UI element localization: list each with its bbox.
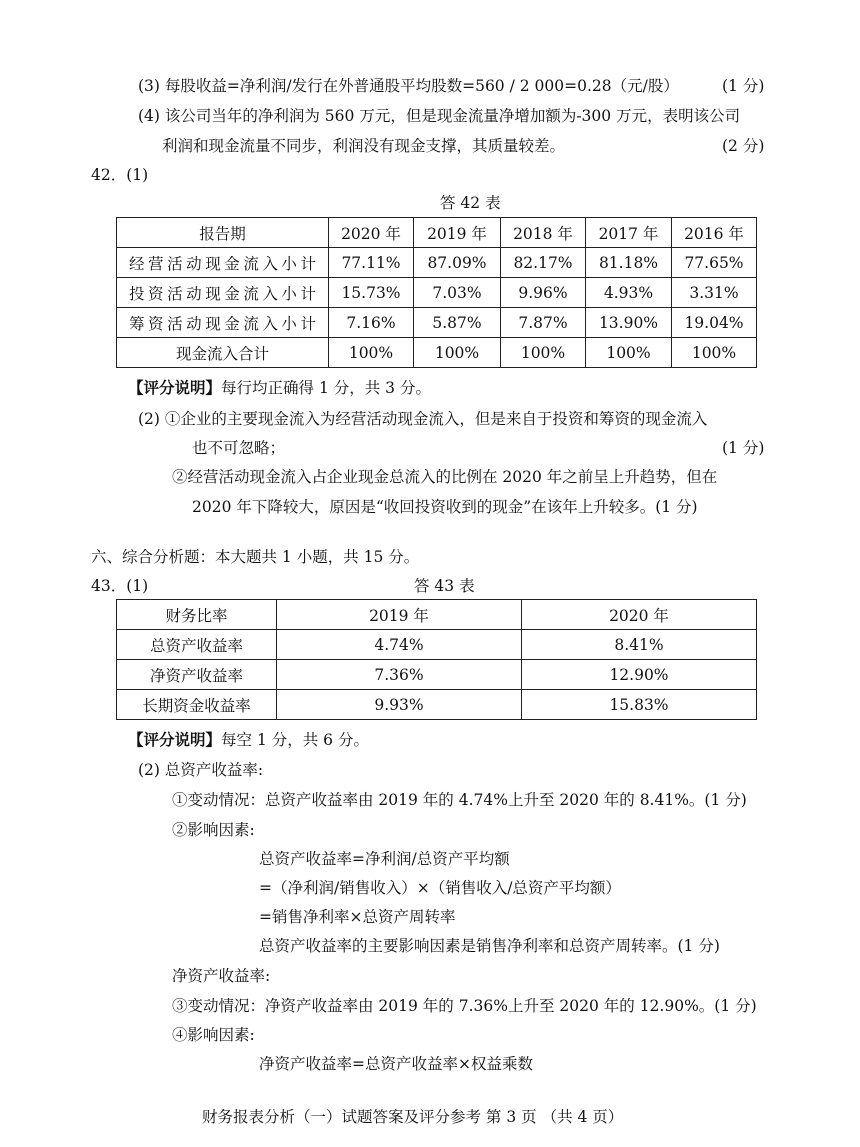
q43-row-label: 长期资金收益率 xyxy=(117,690,277,720)
q43-header-cell: 2020 年 xyxy=(522,600,757,630)
q41-item3-score: (1 分) xyxy=(722,77,765,95)
q43-table-title: 答 43 表 xyxy=(414,577,475,595)
table-cell: 15.83% xyxy=(522,690,757,720)
q43-formula-roe: 净资产收益率=总资产收益率×权益乘数 xyxy=(259,1055,533,1073)
table-cell: 4.74% xyxy=(277,630,522,660)
table-cell: 100% xyxy=(329,338,414,368)
q43-factors-roa-heading: ②影响因素: xyxy=(172,821,255,839)
q42-table-title: 答 42 表 xyxy=(440,194,501,212)
table-cell: 7.03% xyxy=(414,278,501,308)
table-row xyxy=(117,690,757,720)
q42-row-label: 经营活动现金流入小计 xyxy=(117,248,329,278)
q43-row-label: 净资产收益率 xyxy=(117,660,277,690)
q43-change-roe: ③变动情况：净资产收益率由 2019 年的 7.36%上升至 2020 年的 12.90%。(1 分) xyxy=(172,997,757,1015)
q42-row-label: 筹资活动现金流入小计 xyxy=(117,308,329,338)
q43-formula-conclusion: 总资产收益率的主要影响因素是销售净利率和总资产周转率。(1 分) xyxy=(259,937,720,955)
scoring-note-text: 每行均正确得 1 分，共 3 分。 xyxy=(221,379,431,397)
q42-header-cell: 2019 年 xyxy=(414,218,501,248)
q42-heading: 42．(1) xyxy=(91,166,149,184)
q43-table-header-row xyxy=(117,600,757,630)
q43-row-label: 总资产收益率 xyxy=(117,630,277,660)
q43-formula-3: =销售净利率×总资产周转率 xyxy=(259,908,456,926)
q41-item4-score: (2 分) xyxy=(722,137,765,155)
q42-header-cell: 2020 年 xyxy=(329,218,414,248)
q42-header-cell: 2016 年 xyxy=(672,218,757,248)
table-row xyxy=(117,630,757,660)
table-cell: 15.73% xyxy=(329,278,414,308)
table-cell: 100% xyxy=(501,338,586,368)
q43-factors-roe-heading: ④影响因素: xyxy=(172,1026,255,1044)
table-row xyxy=(117,660,757,690)
table-cell: 77.11% xyxy=(329,248,414,278)
q42-part2-line2: 也不可忽略； xyxy=(192,439,286,457)
q43-formula-1: 总资产收益率=净利润/总资产平均额 xyxy=(259,850,510,868)
q42-table-header-row xyxy=(117,218,757,248)
table-cell: 100% xyxy=(414,338,501,368)
table-row xyxy=(117,338,757,368)
table-cell: 82.17% xyxy=(501,248,586,278)
table-cell: 77.65% xyxy=(672,248,757,278)
table-cell: 7.87% xyxy=(501,308,586,338)
table-row xyxy=(117,278,757,308)
q42-part2-line4: 2020 年下降较大，原因是“收回投资收到的现金”在该年上升较多。(1 分) xyxy=(192,498,698,516)
q42-row-label: 投资活动现金流入小计 xyxy=(117,278,329,308)
table-cell: 5.87% xyxy=(414,308,501,338)
table-cell: 81.18% xyxy=(586,248,672,278)
table-row xyxy=(117,308,757,338)
table-cell: 13.90% xyxy=(586,308,672,338)
q43-heading: 43．(1) xyxy=(91,577,149,595)
page-footer: 财务报表分析（一）试题答案及评分参考 第 3 页 （共 4 页） xyxy=(202,1108,624,1126)
q43-change-roa: ①变动情况：总资产收益率由 2019 年的 4.74%上升至 2020 年的 8.41%。(1 分) xyxy=(172,791,747,809)
q42-scoring-note xyxy=(128,378,431,398)
scoring-note-text: 每空 1 分，共 6 分。 xyxy=(221,731,369,749)
q43-scoring-note xyxy=(128,730,369,750)
table-cell: 19.04% xyxy=(672,308,757,338)
table-cell: 9.93% xyxy=(277,690,522,720)
q43-header-cell: 2019 年 xyxy=(277,600,522,630)
table-cell: 87.09% xyxy=(414,248,501,278)
table-row xyxy=(117,248,757,278)
q42-header-cell: 2017 年 xyxy=(586,218,672,248)
table-cell: 7.16% xyxy=(329,308,414,338)
q42-part2-score: (1 分) xyxy=(722,439,765,457)
table-cell: 9.96% xyxy=(501,278,586,308)
q42-part2-line3: ②经营活动现金流入占企业现金总流入的比例在 2020 年之前呈上升趋势，但在 xyxy=(172,468,718,486)
q42-part2-line1: (2) ①企业的主要现金流入为经营活动现金流入，但是来自于投资和筹资的现金流入 xyxy=(138,410,708,428)
q43-table xyxy=(116,599,757,720)
q42-table xyxy=(116,217,757,368)
table-cell: 8.41% xyxy=(522,630,757,660)
q41-item4-line1: (4) 该公司当年的净利润为 560 万元，但是现金流量净增加额为-300 万元，表明该公司 xyxy=(138,107,741,125)
scoring-note-label: 【评分说明】 xyxy=(128,378,222,397)
q43-header-cell: 财务比率 xyxy=(117,600,277,630)
q43-part2-title: (2) 总资产收益率: xyxy=(138,761,264,779)
table-cell: 100% xyxy=(672,338,757,368)
q41-item4-line2: 利润和现金流量不同步，利润没有现金支撑，其质量较差。 xyxy=(162,137,566,155)
q41-item3: (3) 每股收益=净利润/发行在外普通股平均股数=560 / 2 000=0.28（元/股） xyxy=(138,77,679,95)
section-six-heading: 六、综合分析题：本大题共 1 小题，共 15 分。 xyxy=(91,548,420,566)
q42-header-cell: 报告期 xyxy=(117,218,329,248)
table-cell: 12.90% xyxy=(522,660,757,690)
q43-formula-2: =（净利润/销售收入）×（销售收入/总资产平均额） xyxy=(259,879,621,897)
table-cell: 7.36% xyxy=(277,660,522,690)
table-cell: 4.93% xyxy=(586,278,672,308)
q42-header-cell: 2018 年 xyxy=(501,218,586,248)
q43-roe-heading: 净资产收益率: xyxy=(172,967,271,985)
q42-row-label: 现金流入合计 xyxy=(117,338,329,368)
table-cell: 100% xyxy=(586,338,672,368)
table-cell: 3.31% xyxy=(672,278,757,308)
scoring-note-label: 【评分说明】 xyxy=(128,730,222,749)
